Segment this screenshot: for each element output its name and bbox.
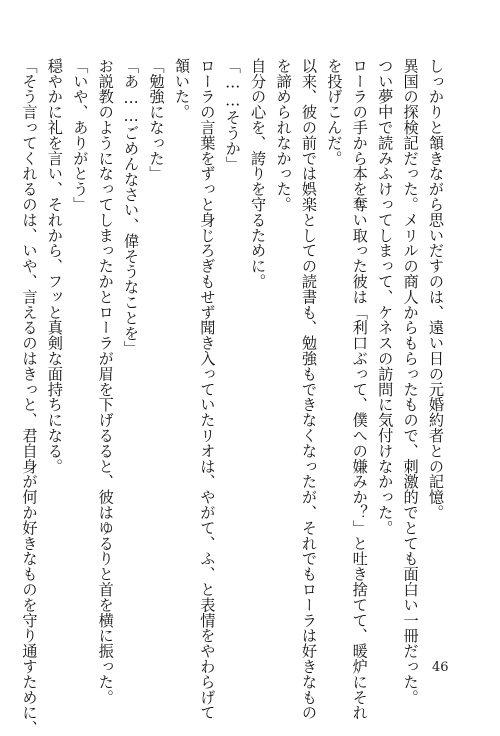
text-line: 「……そうか」 xyxy=(223,58,242,172)
text-line: 「いや、ありがとう」 xyxy=(71,58,90,212)
text-line: 「勉強になった」 xyxy=(147,58,166,182)
text-line: 「そう言ってくれるのは、いや、言えるのはきっと、君自身が何か好きなものを守り通すために、 xyxy=(20,58,39,736)
text-line: ローラの言葉をずっと身じろぎもせず聞き入っていたリオは、やがて、ふ、と表情をやわらげて xyxy=(198,58,217,721)
text-line: お説教のようになってしまったかとローラが眉を下げるると、彼はゆるりと首を横に振った。 xyxy=(96,58,115,705)
text-line: を諦められなかった。 xyxy=(274,58,293,212)
text-line: 穏やかに礼を言い、それから、フッと真剣な面持ちになる。 xyxy=(45,58,64,474)
text-line: 頷いた。 xyxy=(172,58,191,120)
text-line: 異国の探検記だった。メリルの商人からもらったもので、刺激的でとても面白い一冊だった。 xyxy=(401,58,420,705)
text-line: 以来、彼の前では娯楽としての読書も、勉強もできなくなったが、それでもローラは好きなもの xyxy=(299,58,318,721)
text-line: 自分の心を、誇りを守るために。 xyxy=(249,58,268,289)
page-number: 46 xyxy=(432,660,449,675)
text-line: ローラの手から本を奪い取った彼は「利口ぶって、僕への嫌みか？」と吐き捨てて、暖炉にそれ xyxy=(350,58,369,721)
text-line: つい夢中で読みふけってしまって、ケネスの訪問に気付けなかった。 xyxy=(376,58,395,536)
text-line: しっかりと頷きながら思いだすのは、遠い日の元婚約者との記憶。 xyxy=(427,58,445,520)
text-line: 「あ……ごめんなさい、偉そうなことを」 xyxy=(122,58,141,357)
text-line: を投げこんだ。 xyxy=(325,58,344,166)
